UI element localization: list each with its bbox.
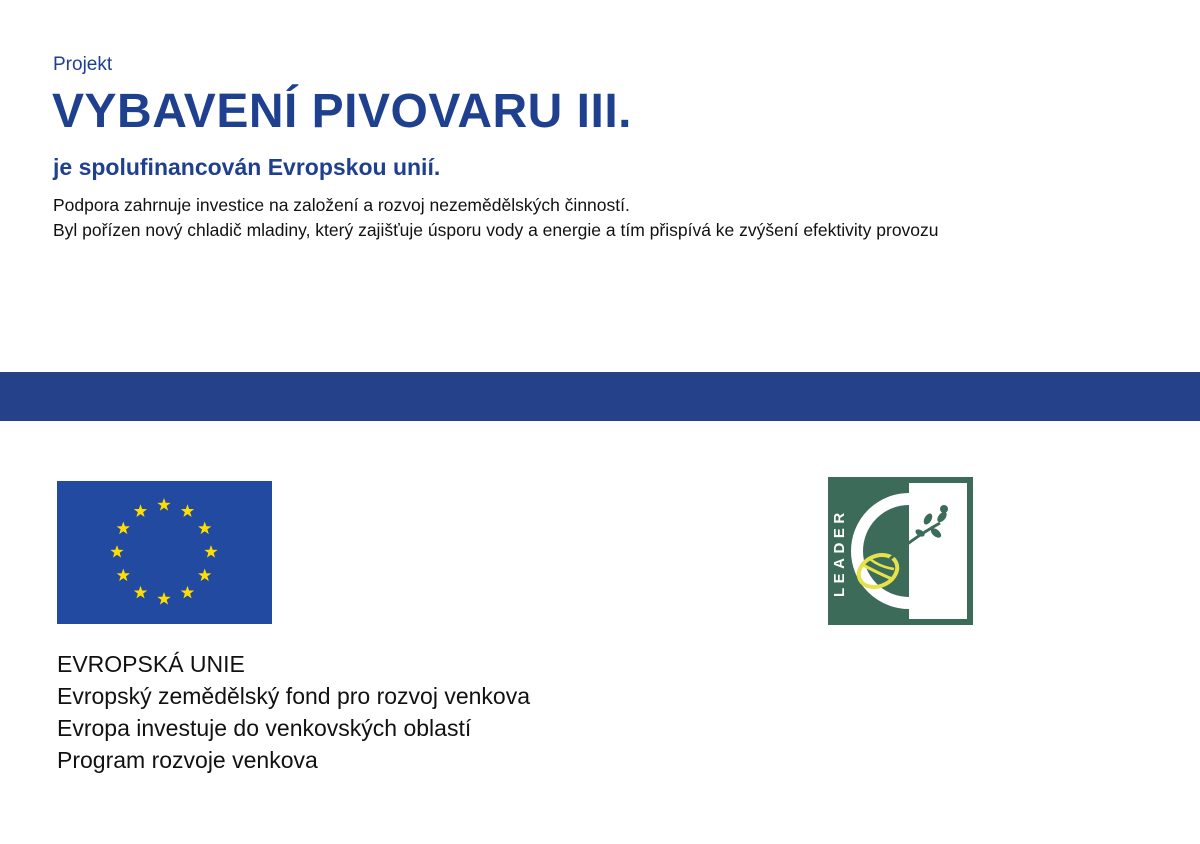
- eu-funding-info: [57, 648, 530, 776]
- eu-star-icon: [198, 569, 211, 582]
- cofinancing-statement: je spolufinancován Evropskou unií.: [53, 154, 441, 180]
- leader-logo-icon: [828, 477, 973, 625]
- project-label: Projekt: [53, 54, 113, 75]
- eu-star-icon: [117, 522, 130, 535]
- footer-line: EVROPSKÁ UNIE: [57, 651, 245, 677]
- eu-star-icon: [157, 592, 170, 605]
- project-description: [53, 193, 939, 243]
- eu-star-icon: [117, 569, 130, 582]
- eu-star-icon: [198, 522, 211, 535]
- blue-divider-band: [0, 372, 1200, 421]
- description-line: Podpora zahrnuje investice na založení a rozvoj nezemědělských činností.: [53, 195, 630, 215]
- project-title: VYBAVENÍ PIVOVARU III.: [52, 85, 632, 138]
- footer-line: Evropa investuje do venkovských oblastí: [57, 715, 472, 741]
- eu-stars: [57, 481, 272, 624]
- footer-line: Evropský zemědělský fond pro rozvoj venkova: [57, 683, 530, 709]
- eu-star-icon: [181, 586, 194, 599]
- eu-star-icon: [204, 545, 217, 558]
- leader-logo-white-panel: [909, 483, 967, 619]
- description-line: Byl pořízen nový chladič mladiny, který zajišťuje úsporu vody a energie a tím přispívá ke zvýšení efektivity provozu: [53, 220, 939, 240]
- eu-star-icon: [110, 545, 123, 558]
- eu-star-icon: [134, 504, 147, 517]
- eu-star-icon: [157, 498, 170, 511]
- leader-logo-text: LEADER: [831, 508, 848, 597]
- eu-star-icon: [181, 504, 194, 517]
- footer-line: Program rozvoje venkova: [57, 747, 318, 773]
- eu-star-icon: [134, 586, 147, 599]
- eu-flag-icon: [57, 481, 272, 624]
